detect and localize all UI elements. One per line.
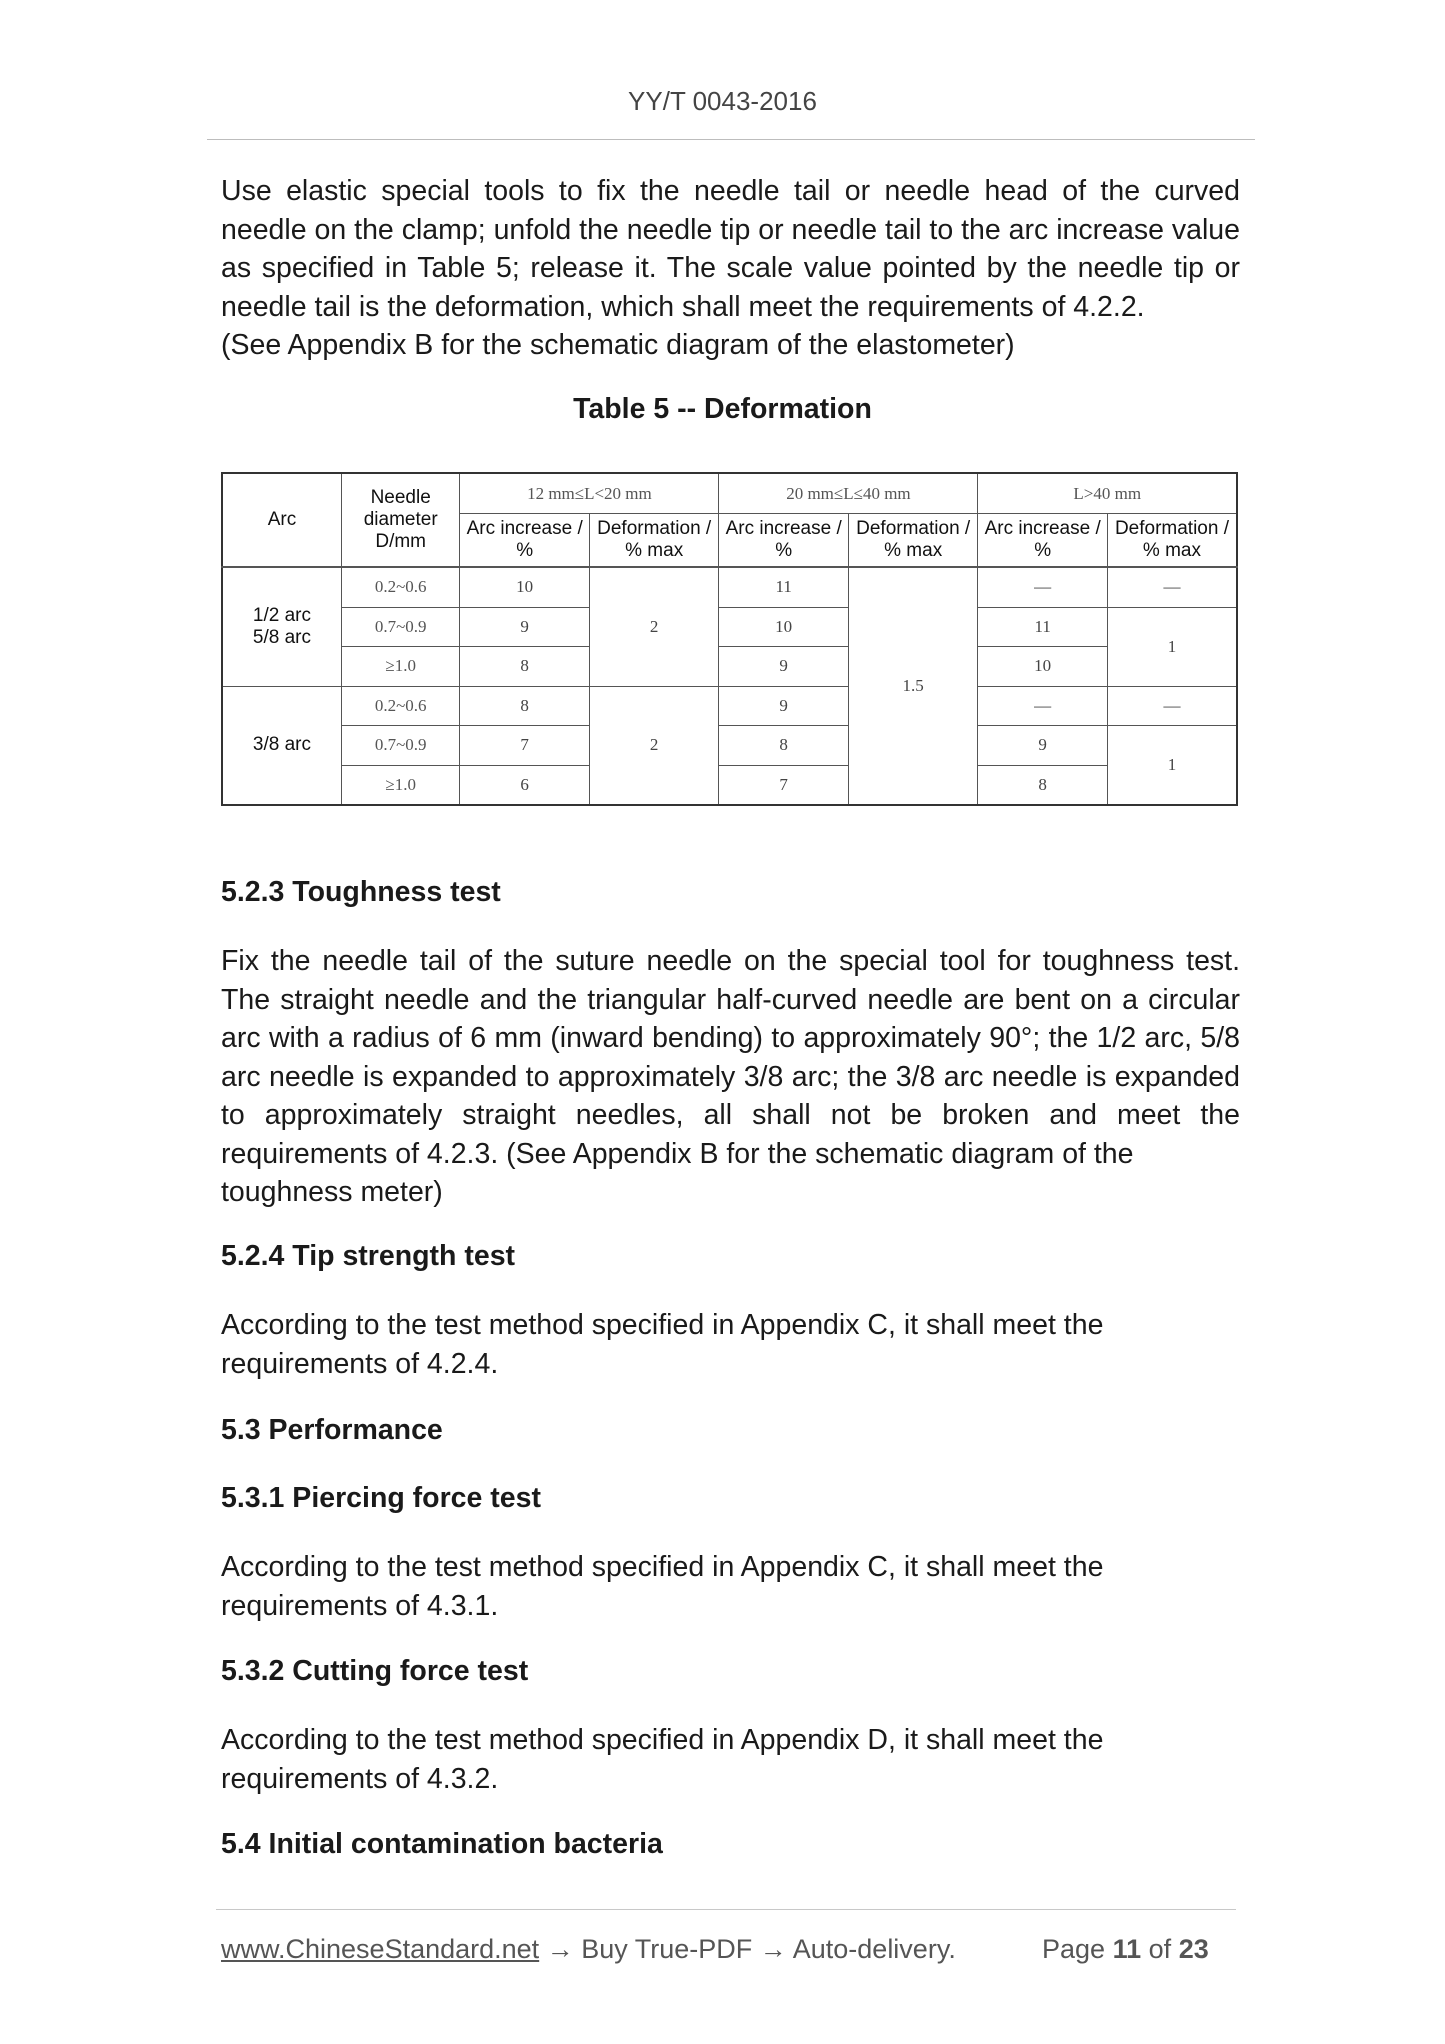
intro-paragraph (221, 172, 1240, 365)
column-header-diameter: Needle diameter D/mm (341, 473, 459, 567)
section-body-text: According to the test method specified in Appendix C, it shall meet the (221, 1551, 1104, 1583)
section-body-last-line: toughness meter) (221, 1176, 443, 1208)
intro-paragraph-last-line: (See Appendix B for the schematic diagram of the elastometer) (221, 329, 1015, 361)
deformation-cell: — (1107, 686, 1237, 726)
footer-promo-text: → Buy True-PDF → Auto-delivery. (539, 1934, 956, 1964)
section-body-text: According to the test method specified in Appendix D, it shall meet the (221, 1724, 1104, 1756)
section-body-last-line: requirements of 4.2.4. (221, 1347, 499, 1380)
subheader-arc-increase: Arc increase / % (978, 514, 1108, 568)
diameter-cell: 0.2~0.6 (341, 567, 459, 607)
arc-increase-cell: — (978, 567, 1108, 607)
chinesestandard-link[interactable]: www.ChineseStandard.net (221, 1934, 540, 1964)
arc-increase-cell: 8 (460, 647, 590, 687)
arc-increase-cell: 11 (978, 607, 1108, 647)
diameter-cell: ≥1.0 (341, 647, 459, 687)
arc-increase-cell: 11 (719, 567, 849, 607)
table-caption: Table 5 -- Deformation (573, 393, 872, 425)
diameter-cell: ≥1.0 (341, 765, 459, 805)
deformation-cell: 1.5 (848, 567, 978, 805)
subheader-arc-increase: Arc increase / % (460, 514, 590, 568)
section-body-text: According to the test method specified in Appendix C, it shall meet the (221, 1309, 1104, 1341)
arc-increase-cell: 7 (719, 765, 849, 805)
arc-increase-cell: 9 (978, 726, 1108, 766)
arc-label-half-five-eighths: 1/2 arc 5/8 arc (222, 567, 341, 686)
section-heading-5-3-1: 5.3.1 Piercing force test (221, 1482, 541, 1514)
section-body-5-3-1 (221, 1548, 1240, 1625)
arc-increase-cell: 9 (719, 686, 849, 726)
arc-increase-cell: — (978, 686, 1108, 726)
table-row (222, 765, 1237, 805)
arc-increase-cell: 8 (978, 765, 1108, 805)
deformation-cell: 2 (589, 686, 719, 805)
subheader-deformation: Deformation / % max (589, 514, 719, 568)
deformation-table (221, 472, 1238, 806)
section-heading-5-2-4: 5.2.4 Tip strength test (221, 1240, 516, 1272)
section-heading-5-2-3: 5.2.3 Toughness test (221, 876, 501, 908)
arc-label-three-eighths: 3/8 arc (222, 686, 341, 805)
section-body-5-2-3 (221, 942, 1240, 1212)
subheader-arc-increase: Arc increase / % (719, 514, 849, 568)
page-label: Page (1042, 1934, 1106, 1964)
deformation-cell: 2 (589, 567, 719, 686)
arc-increase-cell: 9 (719, 647, 849, 687)
arc-increase-cell: 8 (460, 686, 590, 726)
footer-divider (216, 1909, 1236, 1910)
section-heading-5-4: 5.4 Initial contamination bacteria (221, 1828, 663, 1860)
page-indicator (1042, 1934, 1209, 1965)
diameter-cell: 0.2~0.6 (341, 686, 459, 726)
section-heading-5-3-2: 5.3.2 Cutting force test (221, 1655, 529, 1687)
table-row (222, 567, 1237, 607)
deformation-cell: — (1107, 567, 1237, 607)
deformation-cell: 1 (1107, 726, 1237, 806)
section-body-last-line: requirements of 4.3.1. (221, 1589, 499, 1622)
subheader-deformation: Deformation / % max (1107, 514, 1237, 568)
table-row (222, 647, 1237, 687)
diameter-cell: 0.7~0.9 (341, 607, 459, 647)
section-body-last-line: requirements of 4.3.2. (221, 1762, 499, 1795)
intro-paragraph-body: Use elastic special tools to fix the needle tail or needle head of the curved needle on the clamp; unfold the needle tip or needle tail to the arc increase value as specified in Table 5; release it. The scale value pointed by the needle tip or needle tail is the deformation, which shall meet the requirements of 4.2.2. (221, 175, 1240, 323)
group-header-12-20: 12 mm≤L<20 mm (460, 473, 719, 514)
table-row (222, 607, 1237, 647)
group-header-over-40: L>40 mm (978, 473, 1237, 514)
table-row (222, 686, 1237, 726)
section-body-5-2-4 (221, 1306, 1240, 1383)
diameter-cell: 0.7~0.9 (341, 726, 459, 766)
page-number: 11 (1112, 1934, 1142, 1964)
footer-promo (221, 1934, 956, 1965)
header-divider (207, 139, 1255, 140)
arc-increase-cell: 8 (719, 726, 849, 766)
table-row (222, 726, 1237, 766)
section-body-5-3-2 (221, 1721, 1240, 1798)
arc-increase-cell: 6 (460, 765, 590, 805)
document-id-header: YY/T 0043-2016 (628, 86, 817, 116)
column-header-arc: Arc (222, 473, 341, 567)
group-header-20-40: 20 mm≤L≤40 mm (719, 473, 978, 514)
arc-increase-cell: 10 (460, 567, 590, 607)
arc-increase-cell: 9 (460, 607, 590, 647)
arc-increase-cell: 10 (978, 647, 1108, 687)
deformation-cell: 1 (1107, 607, 1237, 686)
section-heading-5-3: 5.3 Performance (221, 1414, 443, 1446)
subheader-deformation: Deformation / % max (848, 514, 978, 568)
arc-increase-cell: 7 (460, 726, 590, 766)
section-body-text: Fix the needle tail of the suture needle on the special tool for toughness test. The straight needle and the triangular half-curved needle are bent on a circular arc with a radius of 6 mm (inward bending) to approximately 90°; the 1/2 arc, 5/8 arc needle is expanded to approximately 3/8 arc; the 3/8 arc needle is expanded to approximately straight needles, all shall not be broken and meet the requirements of 4.2.3. (See Appendix B for the schematic diagram of the (221, 945, 1240, 1170)
arc-increase-cell: 10 (719, 607, 849, 647)
page-total: 23 (1178, 1934, 1209, 1964)
of-label: of (1148, 1934, 1172, 1964)
table-header-row-1 (222, 473, 1237, 514)
